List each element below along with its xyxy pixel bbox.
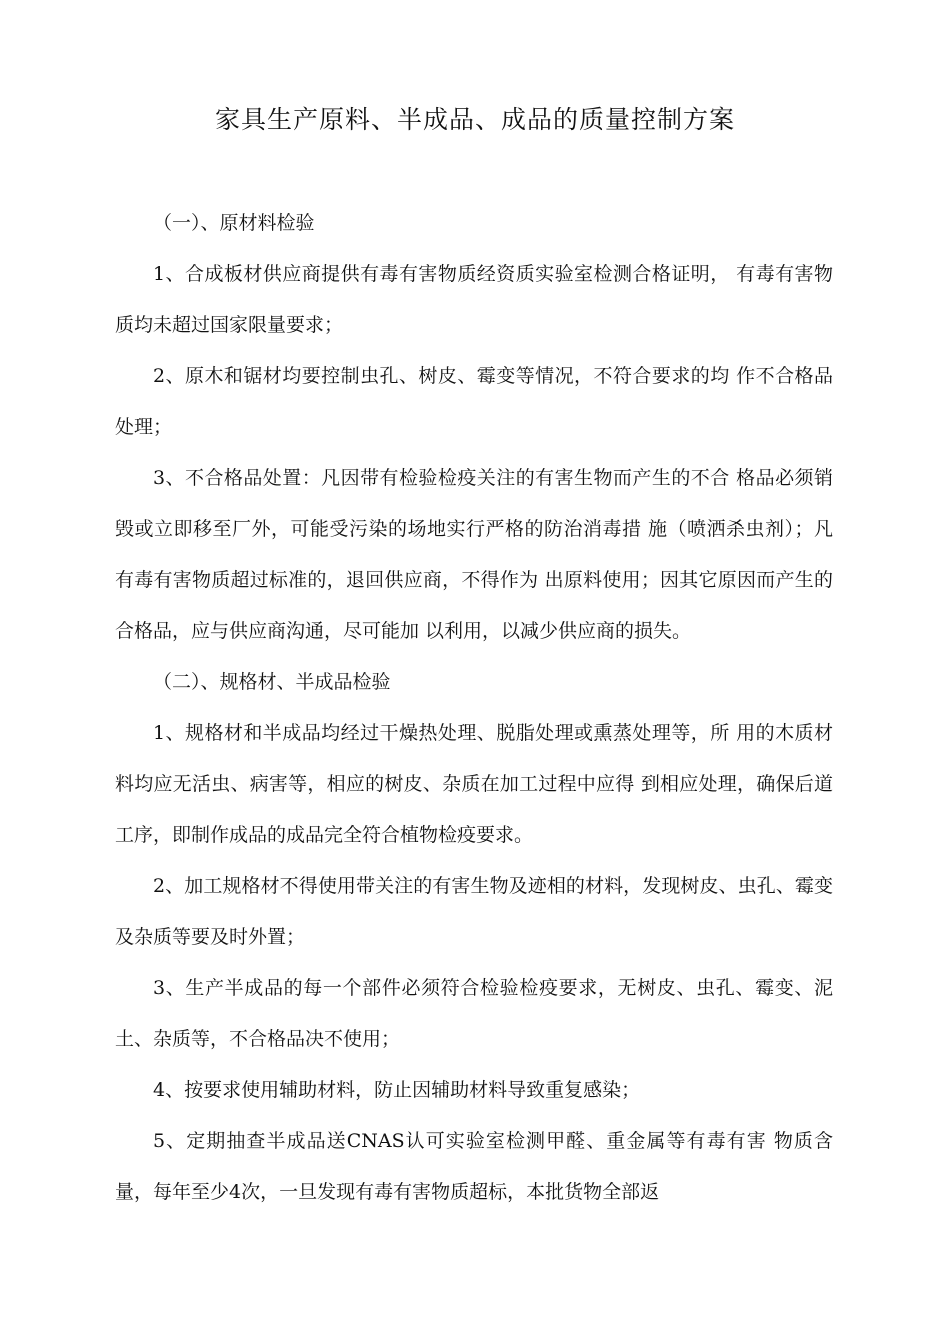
paragraph: 2、原木和锯材均要控制虫孔、树皮、霉变等情况，不符合要求的均 作不合格品处理； [115,365,833,438]
document-title: 家具生产原料、半成品、成品的质量控制方案 [214,105,735,134]
paragraph: 1、合成板材供应商提供有毒有害物质经资质实验室检测合格证明， 有毒有害物质均未超过国家限量要求； [115,263,833,336]
paragraph: 5、定期抽查半成品送CNAS认可实验室检测甲醛、重金属等有毒有害 物质含量，每年至少4次，一旦发现有毒有害物质超标，本批货物全部返 [115,1130,833,1203]
paragraph: 3、生产半成品的每一个部件必须符合检验检疫要求，无树皮、虫孔、霉变、泥土、杂质等，不合格品决不使用； [115,977,833,1050]
paragraph: 2、加工规格材不得使用带关注的有害生物及迹相的材料，发现树皮、虫孔、霉变及杂质等要及时外置； [115,875,833,948]
document-body [115,198,833,1218]
paragraph: 1、规格材和半成品均经过干燥热处理、脱脂处理或熏蒸处理等，所 用的木质材料均应无活虫、病害等，相应的树皮、杂质在加工过程中应得 到相应处理，确保后道工序，即制作成品的成品完全符合植物检疫要求。 [115,722,833,846]
paragraph: 4、按要求使用辅助材料，防止因辅助材料导致重复感染； [153,1079,641,1101]
section-heading-semi-finished: （二）、规格材、半成品检验 [153,671,391,693]
paragraph: 3、不合格品处置：凡因带有检验检疫关注的有害生物而产生的不合 格品必须销毁或立即移至厂外，可能受污染的场地实行严格的防治消毒措 施（喷洒杀虫剂）；凡有毒有害物质超过标准的，退回供应商，不得作为 出原料使用；因其它原因而产生的合格品，应与供应商沟通，尽可能加 以利用，以减少供应商的损失。 [115,467,833,642]
section-heading-raw-materials: （一）、原材料检验 [153,212,315,234]
